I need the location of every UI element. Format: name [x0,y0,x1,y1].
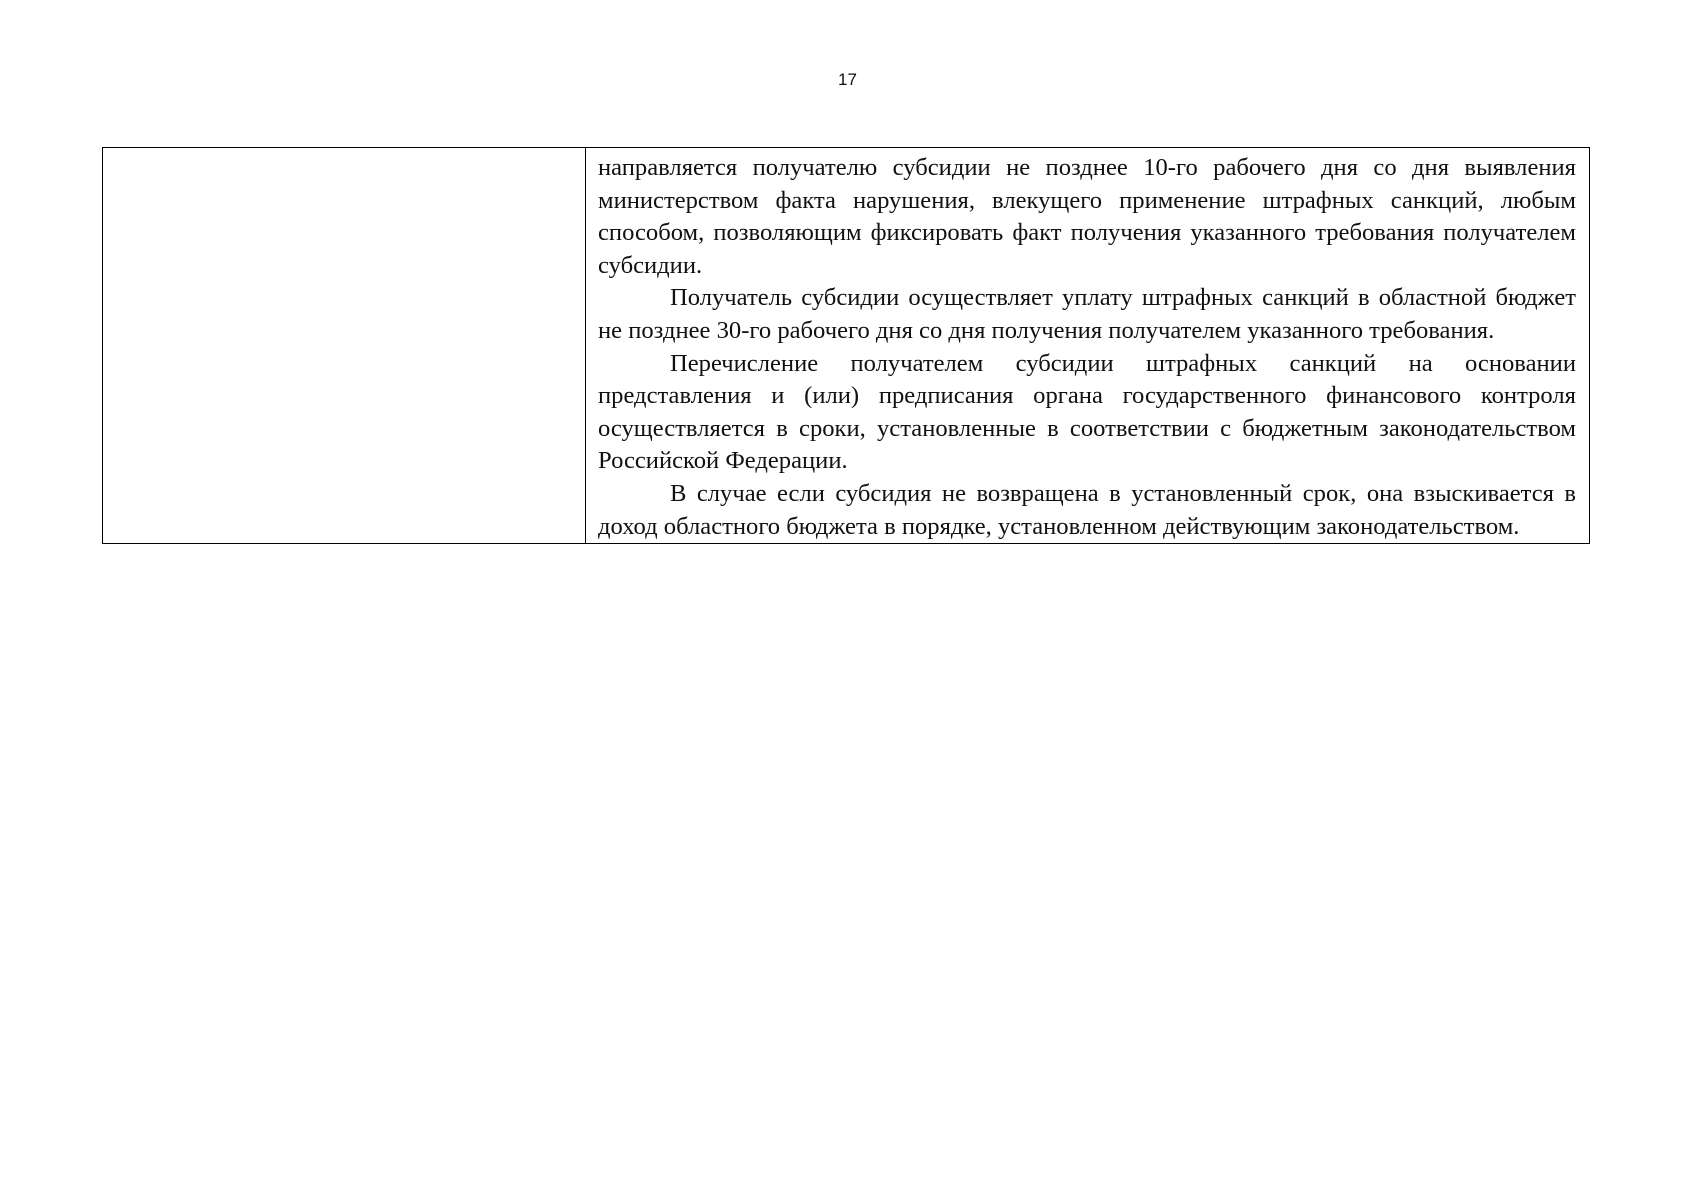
table-row [103,148,1590,544]
table-cell-left [103,148,586,544]
paragraph-penalty-payment: Получатель субсидии осуществляет уплату штрафных санкций в областной бюджет не позднее 30-го рабочего дня со дня получения получателем указанного требования. [598,284,1576,344]
table-cell-right [586,148,1590,544]
paragraph-penalty-transfer: Перечисление получателем субсидии штрафных санкций на основании представления и (или) предписания органа государственного финансового контроля осуществляется в сроки, установленные в соответствии с бюджетным законодательством Российской Федерации. [598,349,1576,475]
paragraph-subsidy-recovery: В случае если субсидия не возвращена в установленный срок, она взыскивается в доход областного бюджета в порядке, установленном действующим законодательством. [598,479,1576,540]
document-table [102,147,1590,544]
paragraph-requirement-sending: направляется получателю субсидии не позднее 10-го рабочего дня со дня выявления министерством факта нарушения, влекущего применение штрафных санкций, любым способом, позволяющим фиксировать факт получения указанного требования получателем субсидии. [598,154,1576,279]
page-number: 17 [838,70,857,89]
